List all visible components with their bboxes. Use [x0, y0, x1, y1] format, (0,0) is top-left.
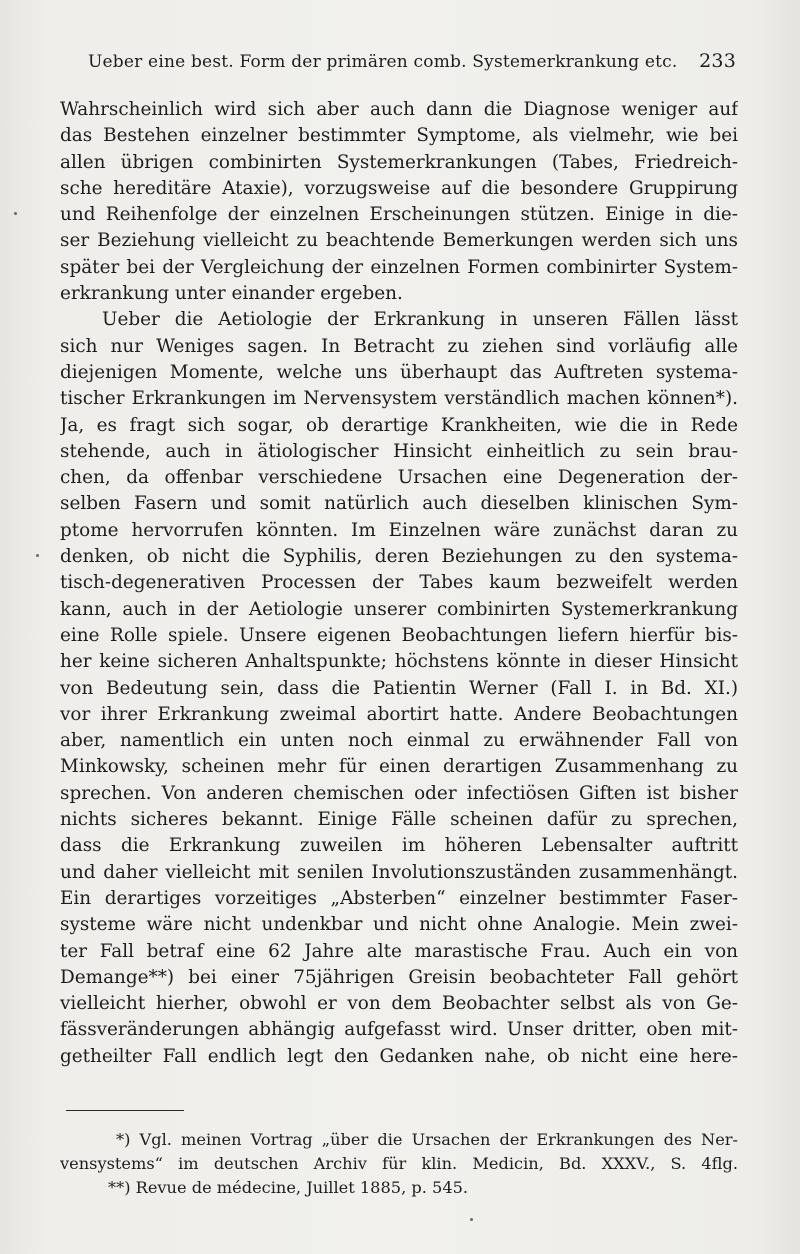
text-line: ptome hervorrufen könnten. Im Einzelnen wäre zunächst daran zu	[60, 519, 738, 541]
footnote-line: *) Vgl. meinen Vortrag „über die Ursachen der Erkrankungen des Ner-	[116, 1130, 738, 1149]
text-line: her keine sicheren Anhaltspunkte; höchstens könnte in dieser Hinsicht	[60, 651, 738, 673]
text-line: Wahrscheinlich wird sich aber auch dann die Diagnose weniger auf	[60, 99, 738, 120]
text-line: fässveränderungen abhängig aufgefasst wird. Unser dritter, oben mit-	[60, 1019, 738, 1041]
paper-speck	[470, 1218, 473, 1221]
text-line: von Bedeutung sein, dass die Patientin Werner (Fall I. in Bd. XI.)	[60, 677, 738, 699]
footnotes	[60, 1128, 738, 1200]
text-line: vielleicht hierher, obwohl er von dem Beobachter selbst als von Ge-	[60, 993, 738, 1015]
page-number: 233	[699, 50, 736, 72]
text-line: aber, namentlich ein unten noch einmal zu erwähnender Fall von	[60, 730, 738, 752]
text-line: nichts sicheres bekannt. Einige Fälle scheinen dafür zu sprechen,	[60, 809, 738, 831]
text-line: kann, auch in der Aetiologie unserer combinirten Systemerkrankung	[60, 598, 738, 620]
text-line: eine Rolle spiele. Unsere eigenen Beobachtungen liefern hierfür bis-	[60, 624, 738, 646]
text-line: vor ihrer Erkrankung zweimal abortirt hatte. Andere Beobachtungen	[60, 703, 738, 725]
text-line: erkrankung unter einander ergeben.	[60, 283, 403, 305]
text-line: Ueber die Aetiologie der Erkrankung in unseren Fällen lässt	[102, 309, 738, 331]
text-line: sprechen. Von anderen chemischen oder infectiösen Giften ist bisher	[60, 782, 738, 804]
text-line: und Reihenfolge der einzelnen Erscheinungen stützen. Einige in die-	[60, 204, 738, 226]
running-title: Ueber eine best. Form der primären comb. Systemerkrankung etc.	[88, 52, 678, 72]
text-line: selben Fasern und somit natürlich auch dieselben klinischen Sym-	[60, 493, 738, 515]
text-line: chen, da offenbar verschiedene Ursachen eine Degeneration der-	[60, 467, 738, 489]
text-line: ser Beziehung vielleicht zu beachtende Bemerkungen werden sich uns	[60, 230, 738, 252]
footnote-line: **) Revue de médecine, Juillet 1885, p. 545.	[108, 1178, 469, 1197]
text-line: Demange**) bei einer 75jährigen Greisin beobachteter Fall gehört	[60, 966, 738, 988]
text-line: das Bestehen einzelner bestimmter Symptome, als vielmehr, wie bei	[60, 125, 738, 147]
body-text	[60, 97, 738, 1070]
text-line: sche hereditäre Ataxie), vorzugsweise auf die besondere Gruppirung	[60, 177, 738, 199]
text-line: tischer Erkrankungen im Nervensystem verständlich machen können*).	[60, 388, 738, 410]
paper-speck	[36, 554, 39, 557]
text-line: Ein derartiges vorzeitiges „Absterben“ einzelner bestimmter Faser-	[60, 887, 738, 909]
text-line: systeme wäre nicht undenkbar und nicht ohne Analogie. Mein zwei-	[60, 914, 738, 936]
text-line: ter Fall betraf eine 62 Jahre alte marastische Frau. Auch ein von	[60, 940, 738, 962]
paper-speck	[14, 212, 17, 215]
text-line: Minkowsky, scheinen mehr für einen derartigen Zusammenhang zu	[60, 756, 738, 778]
text-line: getheilter Fall endlich legt den Gedanken nahe, ob nicht eine here-	[60, 1045, 738, 1067]
text-line: tisch-degenerativen Processen der Tabes kaum bezweifelt werden	[60, 572, 738, 594]
text-line: denken, ob nicht die Syphilis, deren Beziehungen zu den systema-	[60, 546, 738, 568]
text-line: dass die Erkrankung zuweilen im höheren Lebensalter auftritt	[60, 835, 738, 857]
text-line: später bei der Vergleichung der einzelnen Formen combinirter System-	[60, 256, 738, 278]
footnote-rule	[66, 1110, 184, 1111]
text-line: diejenigen Momente, welche uns überhaupt das Auftreten systema-	[60, 361, 738, 383]
text-line: und daher vielleicht mit senilen Involutionszuständen zusammenhängt.	[60, 861, 738, 883]
text-line: allen übrigen combinirten Systemerkrankungen (Tabes, Friedreich-	[60, 151, 738, 173]
text-line: stehende, auch in ätiologischer Hinsicht einheitlich zu sein brau-	[60, 440, 738, 462]
text-line: Ja, es fragt sich sogar, ob derartige Krankheiten, wie die in Rede	[60, 414, 738, 436]
footnote-line: vensystems“ im deutschen Archiv für klin. Medicin, Bd. XXXV., S. 4flg.	[60, 1154, 738, 1173]
text-line: sich nur Weniges sagen. In Betracht zu ziehen sind vorläufig alle	[60, 335, 738, 357]
